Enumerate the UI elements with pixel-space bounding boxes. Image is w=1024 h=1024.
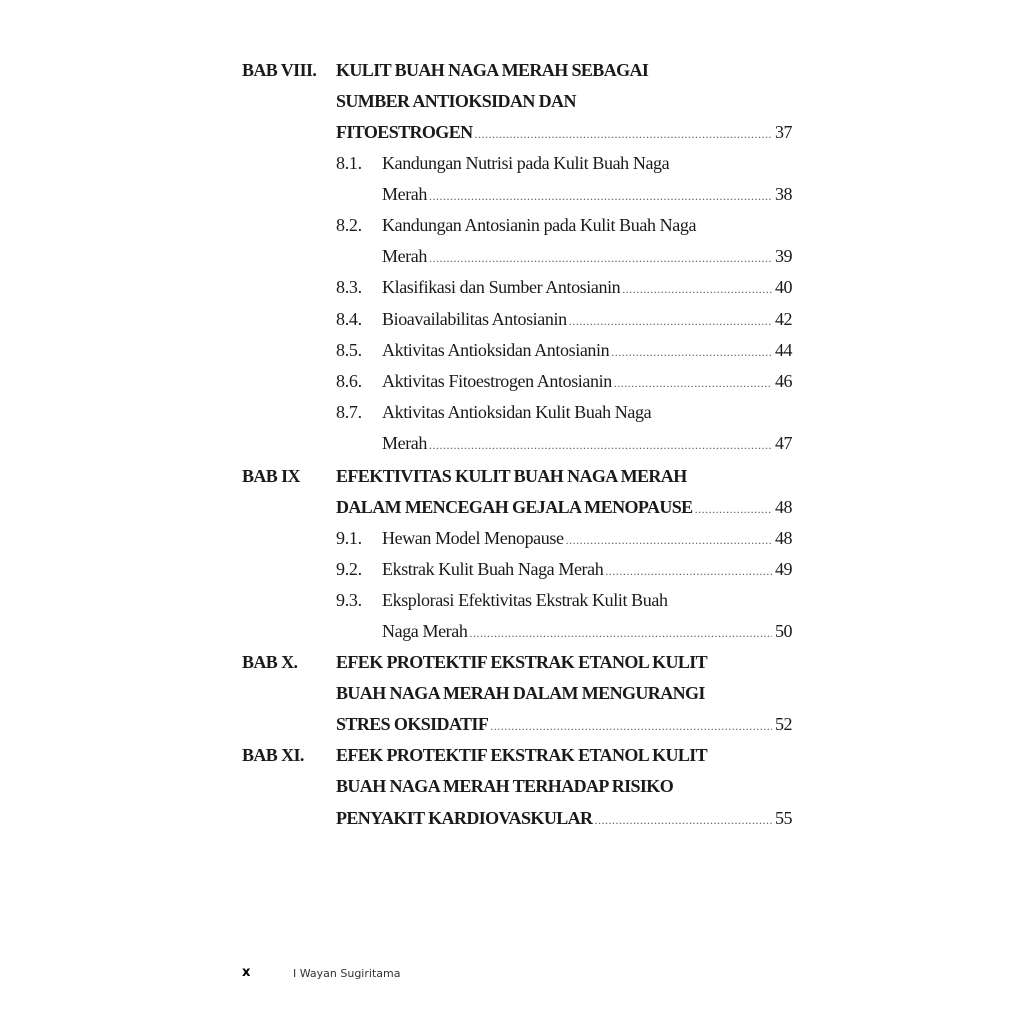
dot-leader	[622, 275, 772, 303]
dot-leader	[614, 369, 772, 397]
dot-leader	[566, 526, 772, 554]
section-title-text: Aktivitas Fitoestrogen Antosianin	[382, 371, 612, 391]
toc-entry-8-7[interactable]	[382, 429, 792, 457]
chapter-title-text: BUAH NAGA MERAH DALAM MENGURANGI	[336, 683, 705, 703]
chapter-label-bab-ix: BAB IX	[242, 466, 300, 486]
chapter-title-text: BUAH NAGA MERAH TERHADAP RISIKO	[336, 776, 674, 796]
chapter-label-bab-xi: BAB XI.	[242, 745, 304, 765]
section-title-text: Bioavailabilitas Antosianin	[382, 309, 567, 329]
section-title-8-1-line1	[382, 149, 792, 177]
page-number: 37	[775, 122, 792, 142]
page-number: 44	[775, 340, 792, 360]
page-number: 38	[775, 184, 792, 204]
dot-leader	[695, 495, 772, 523]
page-number: 39	[775, 246, 792, 266]
page-number: 49	[775, 559, 792, 579]
chapter-title-text: FITOESTROGEN	[336, 122, 473, 142]
toc-entry-8-2[interactable]	[382, 242, 792, 270]
dot-leader	[429, 431, 772, 459]
chapter-title-text: EFEK PROTEKTIF EKSTRAK ETANOL KULIT	[336, 745, 708, 765]
chapter-title-bab-xi-line2	[336, 772, 792, 800]
page-number: 47	[775, 433, 792, 453]
section-title-text: Aktivitas Antioksidan Kulit Buah Naga	[382, 402, 652, 422]
chapter-label-bab-x: BAB X.	[242, 652, 298, 672]
chapter-title-text: EFEK PROTEKTIF EKSTRAK ETANOL KULIT	[336, 652, 708, 672]
toc-entry-8-3[interactable]	[382, 273, 792, 301]
toc-entry-bab-viii[interactable]	[336, 118, 792, 146]
section-number-8-1: 8.1.	[336, 153, 362, 173]
page-number: 55	[775, 808, 792, 828]
section-title-text: Kandungan Nutrisi pada Kulit Buah Naga	[382, 153, 670, 173]
section-title-8-2-line1	[382, 211, 792, 239]
chapter-title-text: DALAM MENCEGAH GEJALA MENOPAUSE	[336, 497, 693, 517]
dot-leader	[469, 619, 772, 647]
chapter-title-bab-viii-line1	[336, 56, 792, 84]
section-title-text: Hewan Model Menopause	[382, 528, 564, 548]
footer-page-number: x	[242, 965, 251, 980]
section-number-9-2: 9.2.	[336, 559, 362, 579]
section-number-8-5: 8.5.	[336, 340, 362, 360]
section-title-text: Merah	[382, 246, 427, 266]
dot-leader	[490, 712, 772, 740]
footer-author: I Wayan Sugiritama	[293, 967, 401, 980]
section-title-text: Klasifikasi dan Sumber Antosianin	[382, 277, 621, 297]
chapter-title-text: SUMBER ANTIOKSIDAN DAN	[336, 91, 576, 111]
section-title-text: Eksplorasi Efektivitas Ekstrak Kulit Buah	[382, 590, 668, 610]
section-number-8-6: 8.6.	[336, 371, 362, 391]
page-number: 48	[775, 497, 792, 517]
page-number: 50	[775, 621, 792, 641]
section-number-9-3: 9.3.	[336, 590, 362, 610]
toc-entry-bab-x[interactable]	[336, 710, 792, 738]
page-number: 40	[775, 277, 792, 297]
chapter-title-bab-xi-line1	[336, 741, 792, 769]
section-number-8-3: 8.3.	[336, 277, 362, 297]
toc-entry-8-6[interactable]	[382, 367, 792, 395]
chapter-title-bab-viii-line2	[336, 87, 792, 115]
toc-entry-8-1[interactable]	[382, 180, 792, 208]
dot-leader	[594, 806, 772, 834]
dot-leader	[429, 182, 772, 210]
dot-leader	[569, 307, 772, 335]
chapter-title-text: EFEKTIVITAS KULIT BUAH NAGA MERAH	[336, 466, 687, 486]
dot-leader	[611, 338, 772, 366]
page-number: 48	[775, 528, 792, 548]
toc-entry-9-1[interactable]	[382, 524, 792, 552]
chapter-label-bab-viii: BAB VIII.	[242, 60, 317, 80]
toc-entry-8-5[interactable]	[382, 336, 792, 364]
section-number-9-1: 9.1.	[336, 528, 362, 548]
dot-leader	[605, 557, 772, 585]
toc-entry-bab-xi[interactable]	[336, 804, 792, 832]
section-title-8-7-line1	[382, 398, 792, 426]
page-number: 42	[775, 309, 792, 329]
chapter-title-bab-ix-line1	[336, 462, 792, 490]
section-title-text: Merah	[382, 184, 427, 204]
chapter-title-text: STRES OKSIDATIF	[336, 714, 489, 734]
chapter-title-text: KULIT BUAH NAGA MERAH SEBAGAI	[336, 60, 649, 80]
dot-leader	[429, 244, 772, 272]
section-title-9-3-line1	[382, 586, 792, 614]
chapter-title-bab-x-line1	[336, 648, 792, 676]
toc-entry-bab-ix[interactable]	[336, 493, 792, 521]
chapter-title-text: PENYAKIT KARDIOVASKULAR	[336, 808, 593, 828]
section-title-text: Naga Merah	[382, 621, 468, 641]
section-title-text: Ekstrak Kulit Buah Naga Merah	[382, 559, 604, 579]
toc-entry-8-4[interactable]	[382, 305, 792, 333]
section-title-text: Merah	[382, 433, 427, 453]
page-number: 52	[775, 714, 792, 734]
page-number: 46	[775, 371, 792, 391]
section-title-text: Aktivitas Antioksidan Antosianin	[382, 340, 610, 360]
section-number-8-4: 8.4.	[336, 309, 362, 329]
section-number-8-2: 8.2.	[336, 215, 362, 235]
section-number-8-7: 8.7.	[336, 402, 362, 422]
chapter-title-bab-x-line2	[336, 679, 792, 707]
toc-entry-9-3[interactable]	[382, 617, 792, 645]
section-title-text: Kandungan Antosianin pada Kulit Buah Naga	[382, 215, 697, 235]
dot-leader	[475, 120, 772, 148]
toc-entry-9-2[interactable]	[382, 555, 792, 583]
